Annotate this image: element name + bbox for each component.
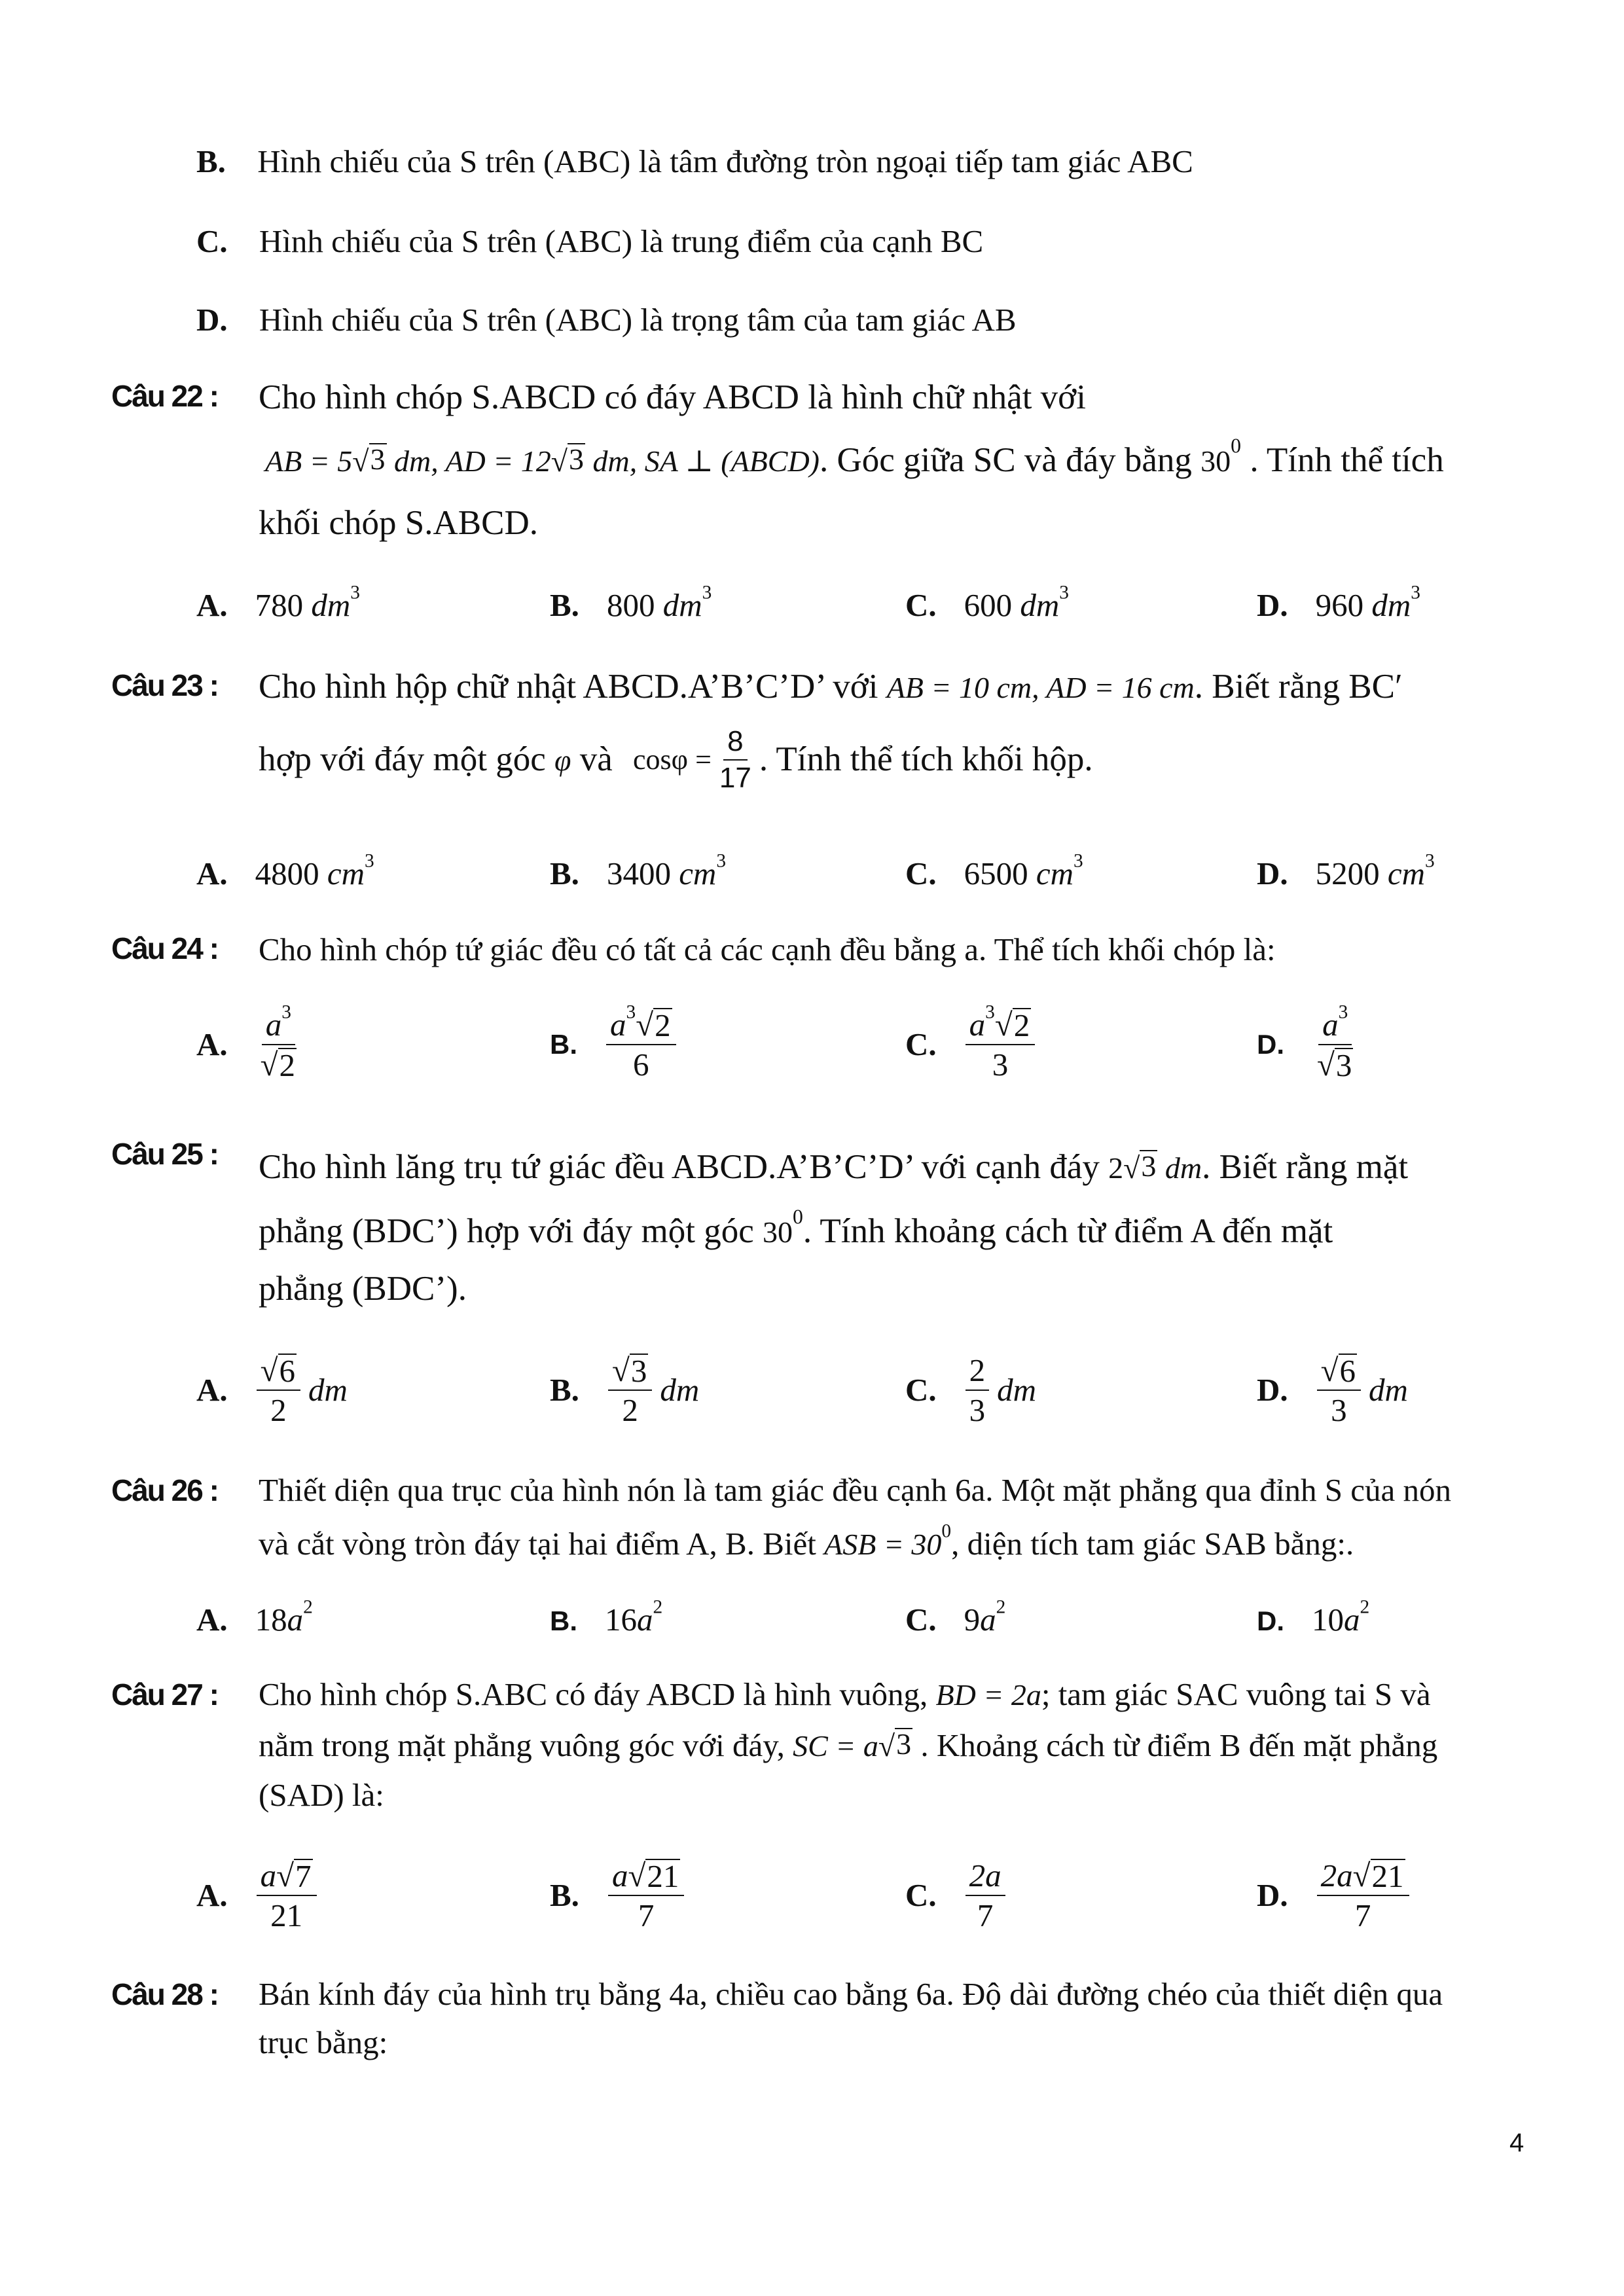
fraction: 2a √ 21 7 <box>1317 1859 1409 1933</box>
q24-answer-d: D. $a^3$ √ 3 <box>1257 1008 1361 1082</box>
sqrt-symbol: √ 3 <box>551 443 585 479</box>
q26-line1: Thiết diện qua trục của hình nón là tam giác đều cạnh 6a. Một mặt phẳng qua đỉnh S của nón <box>259 1472 1452 1508</box>
q22-answer-d: D. 960 $dm^3$ <box>1257 582 1420 623</box>
sqrt-symbol: √ 6 <box>1320 1352 1356 1389</box>
q26-answer-a: A. $18a^2$ <box>196 1596 313 1638</box>
q26-line2: và cắt vòng tròn đáy tại hai điểm A, B. Biết ASB = $30^0$, diện tích tam giác SAB bằng:. <box>259 1520 1354 1562</box>
q24-answer-b: B. $a^3$ √ 2 6 <box>550 1008 680 1082</box>
sqrt-symbol: √ 21 <box>628 1857 679 1894</box>
q25-answer-a: A. √ 6 2 dm <box>196 1352 348 1429</box>
q26-answer-c: C. $9a^2$ <box>905 1596 1006 1638</box>
q27-answer-c: C. $\frac{2a}{7}$ <box>905 1859 1009 1933</box>
sqrt-symbol: √ 3 <box>1317 1047 1352 1084</box>
q24-line1: Cho hình chóp tứ giác đều có tất cả các cạnh đều bằng a. Thể tích khối chóp là: <box>259 931 1276 967</box>
question-23-label: Câu 23 : <box>111 668 218 702</box>
prev-option-b: B. Hình chiếu của S trên (ABC) là tâm đường tròn ngoại tiếp tam giác ABC <box>196 143 1193 179</box>
q23-answer-b: B. 3400 $cm^3$ <box>550 850 727 891</box>
sqrt-symbol: √ 6 <box>260 1352 296 1389</box>
q23-line1: Cho hình hộp chữ nhật ABCD.A’B’C’D’ với AB = 10 cm, AD = 16 cm. Biết rằng BC′ <box>259 668 1403 706</box>
q27-answer-d: D. 2a √ 21 7 <box>1257 1859 1413 1933</box>
question-27-label: Câu 27 : <box>111 1677 218 1712</box>
page-number: 4 <box>1509 2128 1525 2157</box>
sqrt-symbol: √ 2 <box>636 1007 671 1043</box>
question-28-label: Câu 28 : <box>111 1977 218 2011</box>
fraction: $a^3$ √ 2 3 <box>965 1008 1036 1082</box>
sqrt-symbol: √ 7 <box>276 1857 312 1894</box>
q25-answer-b: B. √ 3 2 dm <box>550 1352 700 1429</box>
sqrt-symbol: √ 2 <box>994 1007 1030 1043</box>
q22-answer-c: C. 600 $dm^3$ <box>905 582 1069 623</box>
fraction: $a^3$ √ 2 6 <box>606 1008 676 1082</box>
fraction: √ 6 3 <box>1317 1354 1361 1427</box>
q22-line3: khối chóp S.ABCD. <box>259 504 538 542</box>
q27-answer-a: A. a √ 7 21 <box>196 1859 321 1933</box>
q25-line2: phẳng (BDC’) hợp với đáy một góc $30^0$. Tính khoảng cách từ điểm A đến mặt <box>259 1205 1333 1250</box>
question-26-label: Câu 26 : <box>111 1473 218 1507</box>
q27-line1: Cho hình chóp S.ABC có đáy ABCD là hình vuông, BD = 2a; tam giác SAC vuông tai S và <box>259 1676 1431 1712</box>
q27-line3: (SAD) là: <box>259 1777 384 1813</box>
sqrt-symbol: √ 3 <box>1123 1150 1157 1186</box>
q23-answer-d: D. 5200 $cm^3$ <box>1257 850 1435 891</box>
cos-fraction: $\frac{8}{17}$ <box>719 725 751 795</box>
q23-line2: hợp với đáy một góc φ và cosφ = $\frac{8}{17}$ . Tính thể tích khối hộp. <box>259 725 1093 795</box>
q23-answer-c: C. 6500 $cm^3$ <box>905 850 1083 891</box>
sqrt-symbol: √ 3 <box>352 443 386 479</box>
prev-option-c: C. Hình chiếu của S trên (ABC) là trung điểm của cạnh BC <box>196 223 984 259</box>
q24-answer-c: C. $a^3$ √ 2 3 <box>905 1008 1039 1082</box>
q28-line1: Bán kính đáy của hình trụ bằng 4a, chiều cao bằng 6a. Độ dài đường chéo của thiết diện qua <box>259 1976 1443 2012</box>
sqrt-symbol: √ 3 <box>611 1352 647 1389</box>
q25-answer-c: C. $\frac{2}{3}$ dm <box>905 1352 1037 1429</box>
fraction: a √ 7 21 <box>257 1859 317 1933</box>
q25-answer-d: D. √ 6 3 dm <box>1257 1352 1408 1429</box>
question-22-label: Câu 22 : <box>111 379 218 413</box>
fraction: $a^3$ √ 2 <box>260 1001 296 1084</box>
q25-line1: Cho hình lăng trụ tứ giác đều ABCD.A’B’C’D’ với cạnh đáy 2 √ 3 dm. Biết rằng mặt <box>259 1148 1409 1186</box>
q22-answer-b: B. 800 $dm^3$ <box>550 582 712 623</box>
q22-line1: Cho hình chóp S.ABCD có đáy ABCD là hình chữ nhật với <box>259 378 1086 416</box>
q28-line2: trục bằng: <box>259 2024 388 2060</box>
q27-answer-b: B. a √ 21 7 <box>550 1859 688 1933</box>
q26-answer-b: B. $16a^2$ <box>550 1596 663 1638</box>
q26-answer-d: D. $10a^2$ <box>1257 1596 1370 1638</box>
q25-line3: phẳng (BDC’). <box>259 1270 467 1308</box>
prev-option-d: D. Hình chiếu của S trên (ABC) là trọng tâm của tam giác AB <box>196 302 1017 338</box>
question-25-label: Câu 25 : <box>111 1137 218 1171</box>
sqrt-symbol: √ 3 <box>878 1728 912 1764</box>
q22-line2: AB = 5 √ 3 dm, AD = 12 √ 3 dm, SA ⊥ (ABCD). Góc giữa SC và đáy bằng $30^0$ . Tính thể tích <box>265 434 1444 479</box>
q22-answer-a: A. 780 $dm^3$ <box>196 582 360 623</box>
fraction: a √ 21 7 <box>608 1859 684 1933</box>
fraction: √ 3 2 <box>608 1354 652 1427</box>
fraction: $a^3$ √ 3 <box>1317 1001 1352 1084</box>
q23-answer-a: A. 4800 $cm^3$ <box>196 850 374 891</box>
sqrt-symbol: √ 2 <box>260 1047 296 1084</box>
fraction: √ 6 2 <box>257 1354 300 1427</box>
question-24-label: Câu 24 : <box>111 931 218 965</box>
fraction: $\frac{2}{3}$ <box>965 1354 990 1427</box>
q27-line2: nằm trong mặt phẳng vuông góc với đáy, SC = a √ 3 . Khoảng cách từ điểm B đến mặt phẳng <box>259 1727 1438 1763</box>
q24-answer-a: A. $a^3$ √ 2 <box>196 1008 304 1082</box>
fraction: $\frac{2a}{7}$ <box>965 1859 1005 1933</box>
sqrt-symbol: √ 21 <box>1352 1857 1404 1894</box>
